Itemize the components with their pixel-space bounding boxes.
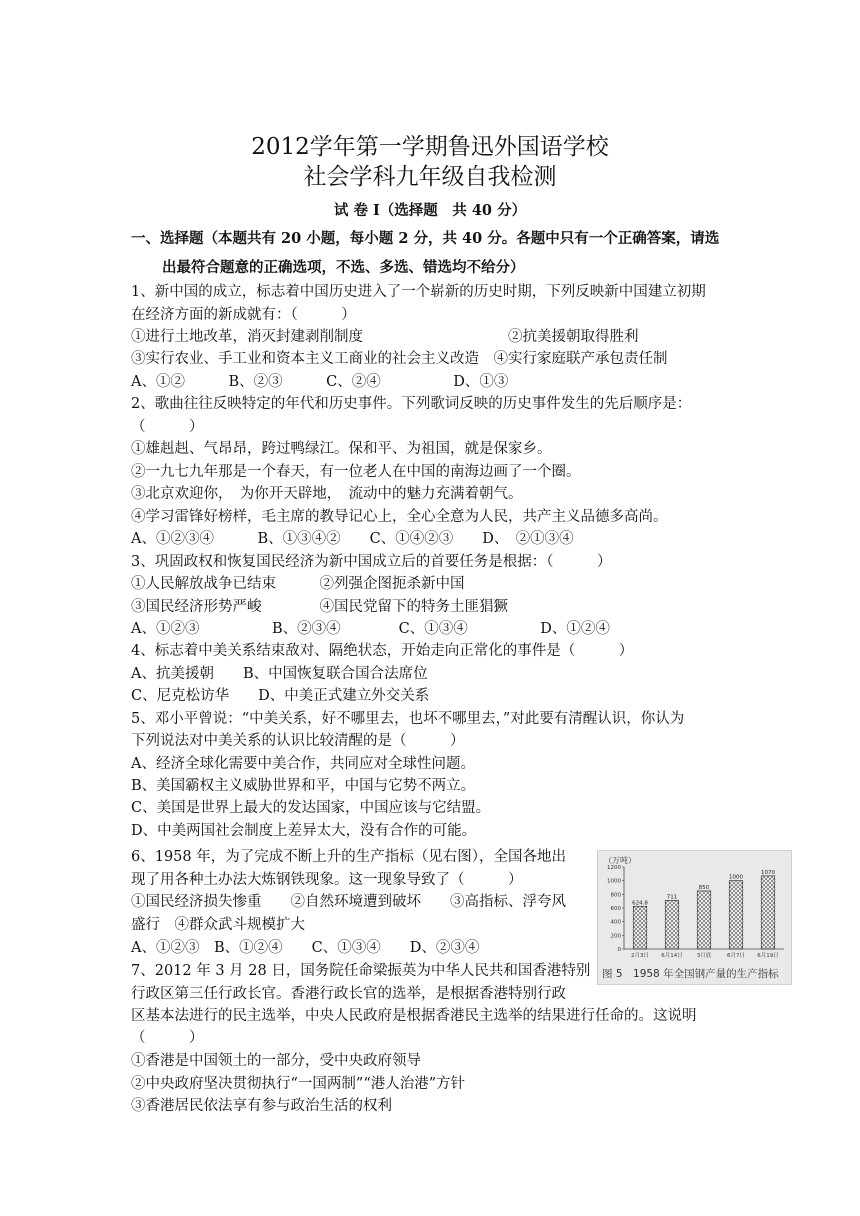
y-tick-label: 400 xyxy=(610,919,621,926)
text-line: ③北京欢迎你， 为你开天辟地， 流动中的魅力充满着朝气。 xyxy=(131,486,523,502)
text-line: A、经济全球化需要中美合作，共同应对全球性问题。 xyxy=(131,756,475,772)
y-tick-label: 200 xyxy=(610,933,621,940)
text-line: 现了用各种土办法大炼钢铁现象。这一现象导致了（ ） xyxy=(131,872,523,888)
text-line: A、①②③ B、②③④ C、①③④ D、①②④ xyxy=(131,621,610,637)
text-line: （ ） xyxy=(131,419,204,435)
x-tick-label: 6月19日 xyxy=(757,953,779,959)
x-tick-label: 3月底 xyxy=(696,953,712,959)
paper-subtitle: 试 卷 Ⅰ（选择题 共 40 分） xyxy=(333,202,527,219)
x-tick-label: 2月3日 xyxy=(631,953,649,959)
text-line: 1、新中国的成立，标志着中国历史进入了一个崭新的历史时期，下列反映新中国建立初期 xyxy=(131,284,706,300)
bar xyxy=(665,900,678,949)
bar-value-label: 1070 xyxy=(761,869,775,876)
y-tick-label: 1200 xyxy=(607,865,621,871)
title-line-2: 社会学科九年级自我检测 xyxy=(303,164,557,190)
text-line: 在经济方面的新成就有：（ ） xyxy=(131,307,356,323)
text-line: ③香港居民依法享有参与政治生活的权利 xyxy=(131,1098,392,1114)
bar xyxy=(761,876,774,949)
text-line: ③国民经济形势严峻 ④国民党留下的特务土匪猖獗 xyxy=(131,599,508,615)
text-line: A、抗美援朝 B、中国恢复联合国合法席位 xyxy=(131,666,428,682)
text-line: 6、1958 年，为了完成不断上升的生产指标（见右图），全国各地出 xyxy=(131,849,566,865)
text-line: A、①②③④ B、①③④② C、①④②③ D、 ②①③④ xyxy=(131,531,574,547)
figure-caption: 图 5 1958 年全国钢产量的生产指标 xyxy=(602,968,779,980)
text-line: 7、2012 年 3 月 28 日，国务院任命梁振英为中华人民共和国香港特别 xyxy=(131,963,591,979)
y-unit-label: （万吨） xyxy=(604,856,636,865)
text-line: ④学习雷锋好榜样，毛主席的教导记心上，全心全意为人民，共产主义品德多高尚。 xyxy=(131,509,668,525)
y-tick-label: 600 xyxy=(610,906,621,912)
text-line: 4、标志着中美关系结束敌对、隔绝状态，开始走向正常化的事件是（ ） xyxy=(131,643,634,659)
text-line: 5、邓小平曾说：“中美关系，好不哪里去，也坏不哪里去，”对此要有清醒认识，你认为 xyxy=(131,711,685,727)
x-tick-label: 6月7日 xyxy=(727,953,745,959)
text-line: ①香港是中国领土的一部分，受中央政府领导 xyxy=(131,1053,421,1069)
bar xyxy=(729,881,742,949)
y-tick-label: 1000 xyxy=(607,878,621,885)
section-heading-2: 出最符合题意的正确选项，不选、多选、错选均不给分） xyxy=(162,259,525,276)
bar xyxy=(697,891,710,949)
bar-value-label: 850 xyxy=(698,884,710,891)
x-tick-label: 6月14日 xyxy=(661,953,683,959)
title-line-1: 2012学年第一学期鲁迅外国语学校 xyxy=(251,134,609,160)
text-line: ①人民解放战争已结束 ②列强企图扼杀新中国 xyxy=(131,576,465,592)
text-line: B、美国霸权主义威胁世界和平，中国与它势不两立。 xyxy=(131,778,476,794)
steel-target-chart xyxy=(597,850,792,985)
text-line: ①国民经济损失惨重 ②自然环境遭到破坏 ③高指标、浮夸风 xyxy=(131,894,566,910)
section-heading-1: 一、选择题（本题共有 20 小题，每小题 2 分，共 40 分。各题中只有一个正确答案，请选 xyxy=(131,230,720,247)
text-line: 盛行 ④群众武斗规模扩大 xyxy=(131,917,305,933)
text-line: D、中美两国社会制度上差异太大，没有合作的可能。 xyxy=(131,823,477,839)
text-line: ②一九七九年那是一个春天，有一位老人在中国的南海边画了一个圈。 xyxy=(131,464,581,480)
text-line: 区基本法进行的民主选举，中央人民政府是根据香港民主选举的结果进行任命的。这说明 xyxy=(131,1008,697,1024)
chart-svg xyxy=(598,851,791,984)
y-tick-label: 800 xyxy=(610,892,621,899)
text-line: 下列说法对中美关系的认识比较清醒的是（ ） xyxy=(131,733,465,749)
text-line: A、①②③ B、①②④ C、①③④ D、②③④ xyxy=(131,940,480,956)
text-line: ①进行土地改革，消灭封建剥削制度 ②抗美援朝取得胜利 xyxy=(131,329,639,345)
text-line: 2、歌曲往往反映特定的年代和历史事件。下列歌词反映的历史事件发生的先后顺序是： xyxy=(131,396,692,412)
text-line: ③实行农业、手工业和资本主义工商业的社会主义改造 ④实行家庭联产承包责任制 xyxy=(131,351,668,367)
text-line: 3、巩固政权和恢复国民经济为新中国成立后的首要任务是根据：（ ） xyxy=(131,554,612,570)
text-line: （ ） xyxy=(131,1030,204,1046)
text-line: ①雄赳赳、气昂昂，跨过鸭绿江。保和平、为祖国，就是保家乡。 xyxy=(131,441,552,457)
text-line: C、美国是世界上最大的发达国家，中国应该与它结盟。 xyxy=(131,800,491,816)
text-line: C、尼克松访华 D、中美正式建立外交关系 xyxy=(131,688,430,704)
bar-value-label: 624.8 xyxy=(632,900,648,907)
y-tick-label: 0 xyxy=(617,947,621,953)
text-line: ②中央政府坚决贯彻执行“一国两制”“港人治港”方针 xyxy=(131,1076,466,1092)
text-line: A、①② B、②③ C、②④ D、①③ xyxy=(131,374,509,390)
bar xyxy=(633,906,646,949)
text-line: 行政区第三任行政长官。香港行政长官的选举，是根据香港特别行政 xyxy=(131,986,566,1002)
bar-value-label: 711 xyxy=(666,894,678,901)
bar-value-label: 1000 xyxy=(729,874,743,881)
